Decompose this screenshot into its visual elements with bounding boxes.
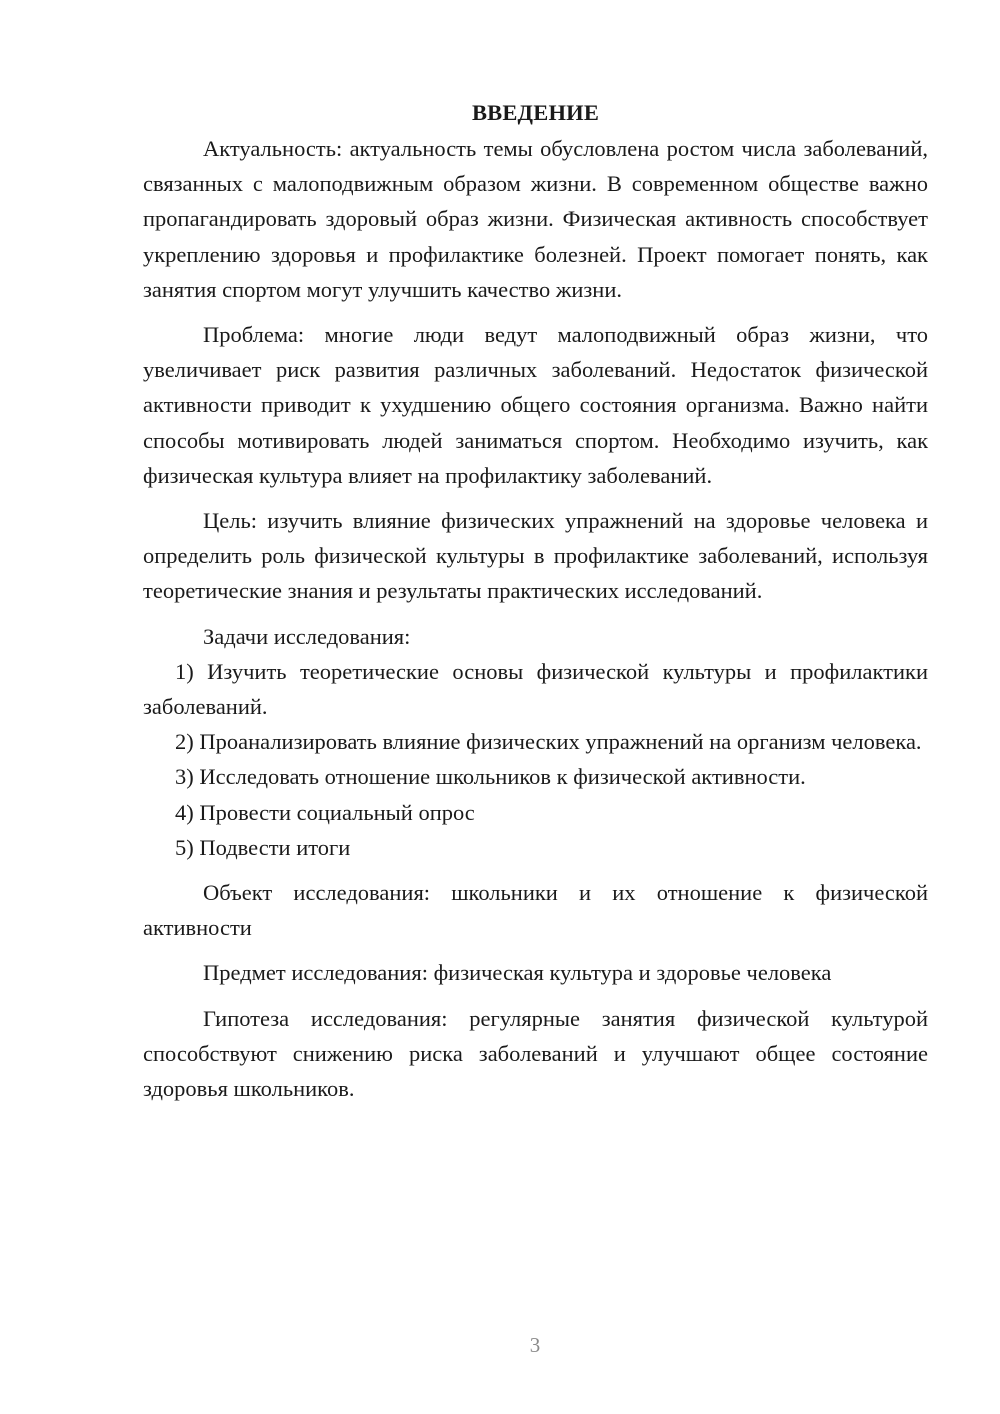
hypothesis-paragraph: Гипотеза исследования: регулярные занятия физической культурой способствуют снижению риска заболеваний и улучшают общее состояние здоровья школьников.	[143, 1005, 928, 1102]
task-item-2: 2) Проанализировать влияние физических упражнений на организм человека.	[175, 729, 922, 755]
task-item-5: 5) Подвести итоги	[175, 834, 351, 860]
object-paragraph: Объект исследования: школьники и их отношение к физической активности	[143, 880, 928, 941]
relevance-paragraph: Актуальность: актуальность темы обусловлена ростом числа заболеваний, связанных с малоподвижным образом жизни. В современном обществе важно пропагандировать здоровый образ жизни. Физическая активность способствует укреплению здоровья и профилактике болезней. Проект помогает понять, как занятия спортом могут улучшить качество жизни.	[143, 136, 928, 302]
document-body	[143, 95, 928, 1106]
section-title: ВВЕДЕНИЕ	[471, 100, 600, 125]
task-item-3: 3) Исследовать отношение школьников к физической активности.	[175, 764, 806, 790]
page-number: 3	[529, 1333, 541, 1357]
problem-paragraph: Проблема: многие люди ведут малоподвижный образ жизни, что увеличивает риск развития различных заболеваний. Недостаток физической активности приводит к ухудшению общего состояния организма. Важно найти способы мотивировать людей заниматься спортом. Необходимо изучить, как физическая культура влияет на профилактику заболеваний.	[143, 322, 928, 488]
tasks-heading: Задачи исследования:	[203, 623, 411, 649]
task-item-1: 1) Изучить теоретические основы физической культуры и профилактики заболеваний.	[143, 658, 928, 720]
goal-paragraph: Цель: изучить влияние физических упражнений на здоровье человека и определить роль физической культуры в профилактике заболеваний, используя теоретические знания и результаты практических исследований.	[143, 508, 928, 604]
task-item-4: 4) Провести социальный опрос	[175, 799, 475, 825]
subject-paragraph: Предмет исследования: физическая культура и здоровье человека	[203, 960, 832, 986]
